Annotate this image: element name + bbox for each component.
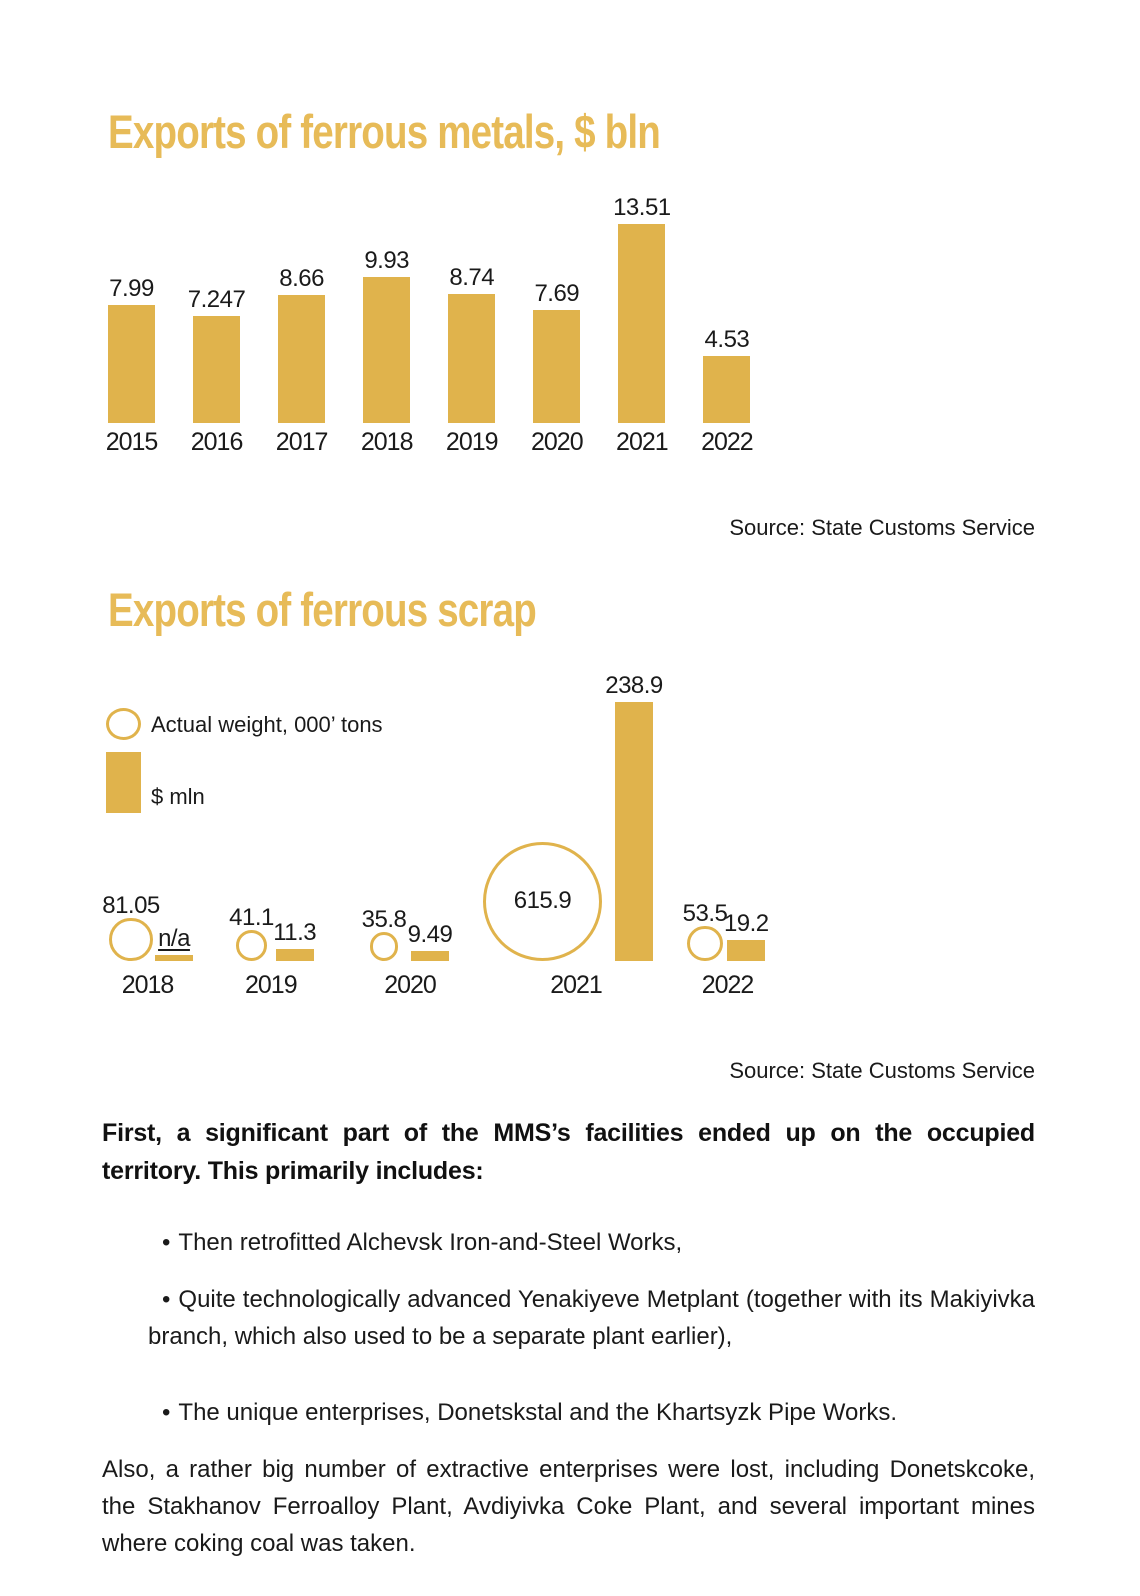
x-axis-label: 2018: [360, 428, 413, 456]
legend-money-label: $ mln: [151, 784, 205, 809]
chart1-title-text: Exports of ferrous metals, $ bln: [108, 105, 661, 158]
x-axis-label: 2021: [550, 971, 602, 999]
weight-value-label: 41.1: [229, 904, 274, 932]
weight-value-label: 53.5: [682, 899, 728, 927]
x-axis-label: 2022: [701, 428, 753, 456]
money-bar: [411, 951, 449, 961]
bullet-marker: •: [162, 1229, 171, 1256]
bar: [618, 224, 665, 423]
bar: [363, 277, 410, 423]
bullet-marker: •: [162, 1399, 171, 1426]
bar: [193, 316, 240, 423]
legend-weight-label: Actual weight, 000’ tons: [151, 712, 383, 737]
ferrous-metals-bar-chart: [0, 190, 1140, 456]
chart2-title-text: Exports of ferrous scrap: [108, 583, 536, 636]
x-axis-label: 2018: [121, 971, 174, 999]
money-bar: [155, 955, 193, 962]
intro-paragraph: First, a significant part of the MMS’s facilities ended up on the occupied territory. This primarily includes:: [102, 1119, 1035, 1185]
bullet-item-3: [102, 1394, 1035, 1431]
weight-value-label: 81.05: [102, 891, 160, 919]
x-axis-label: 2019: [244, 971, 297, 999]
chart2-title: [108, 582, 630, 637]
bar-value-label: 8.66: [279, 265, 324, 293]
x-axis-label: 2015: [105, 428, 158, 456]
bullet-text: Then retrofitted Alchevsk Iron-and-Steel Works,: [178, 1229, 683, 1256]
x-axis-label: 2019: [445, 428, 498, 456]
money-bar: [727, 940, 765, 961]
bullet-marker: •: [162, 1286, 171, 1313]
x-axis-label: 2020: [530, 428, 583, 456]
bar-value-label: 13.51: [613, 194, 671, 221]
x-axis-label: 2020: [384, 971, 436, 999]
chart1-source: Source: State Customs Service: [729, 515, 1035, 540]
x-axis-label: 2021: [616, 428, 668, 456]
money-value-label: 9.49: [407, 920, 453, 948]
weight-value-label: 615.9: [513, 887, 572, 915]
bar: [108, 305, 155, 423]
bullet-text: Quite technologically advanced Yenakiyeve Metplant (together with its Makiyivka branch, which also used to be a separate plant earlier),: [148, 1286, 1035, 1350]
ferrous-scrap-bubble-bar-chart: [0, 655, 1140, 999]
bar: [533, 310, 580, 423]
x-axis-label: 2017: [275, 428, 328, 456]
x-axis-label: 2016: [190, 428, 243, 456]
closing-paragraph: Also, a rather big number of extractive enterprises were lost, including Donetskcoke, the Stakhanov Ferroalloy Plant, Avdiyivka Coke Plant, and several important mines where coking coal was taken.: [102, 1456, 1035, 1557]
bar-value-label: 8.74: [449, 264, 495, 292]
chart1-title: [108, 104, 781, 159]
bar-value-label: 9.93: [364, 246, 410, 274]
money-value-label: n/a: [158, 924, 190, 952]
weight-value-label: 35.8: [361, 906, 407, 934]
money-value-label: 238.9: [605, 672, 663, 700]
x-axis-label: 2022: [701, 971, 754, 999]
bullet-item-1: [102, 1224, 1035, 1261]
bar: [703, 356, 750, 423]
bullet-item-2: [102, 1281, 1035, 1355]
money-bar: [276, 949, 314, 961]
bullet-text: The unique enterprises, Donetskstal and the Khartsyzk Pipe Works.: [178, 1399, 897, 1426]
bar-value-label: 7.247: [187, 286, 246, 314]
money-value-label: 19.2: [723, 910, 769, 938]
money-value-label: 11.3: [273, 918, 317, 946]
chart2-source: Source: State Customs Service: [729, 1058, 1035, 1083]
bar: [448, 294, 495, 423]
bar-value-label: 4.53: [704, 326, 750, 354]
bar-value-label: 7.99: [109, 275, 154, 303]
bar-value-label: 7.69: [534, 279, 580, 307]
bar: [278, 295, 325, 423]
